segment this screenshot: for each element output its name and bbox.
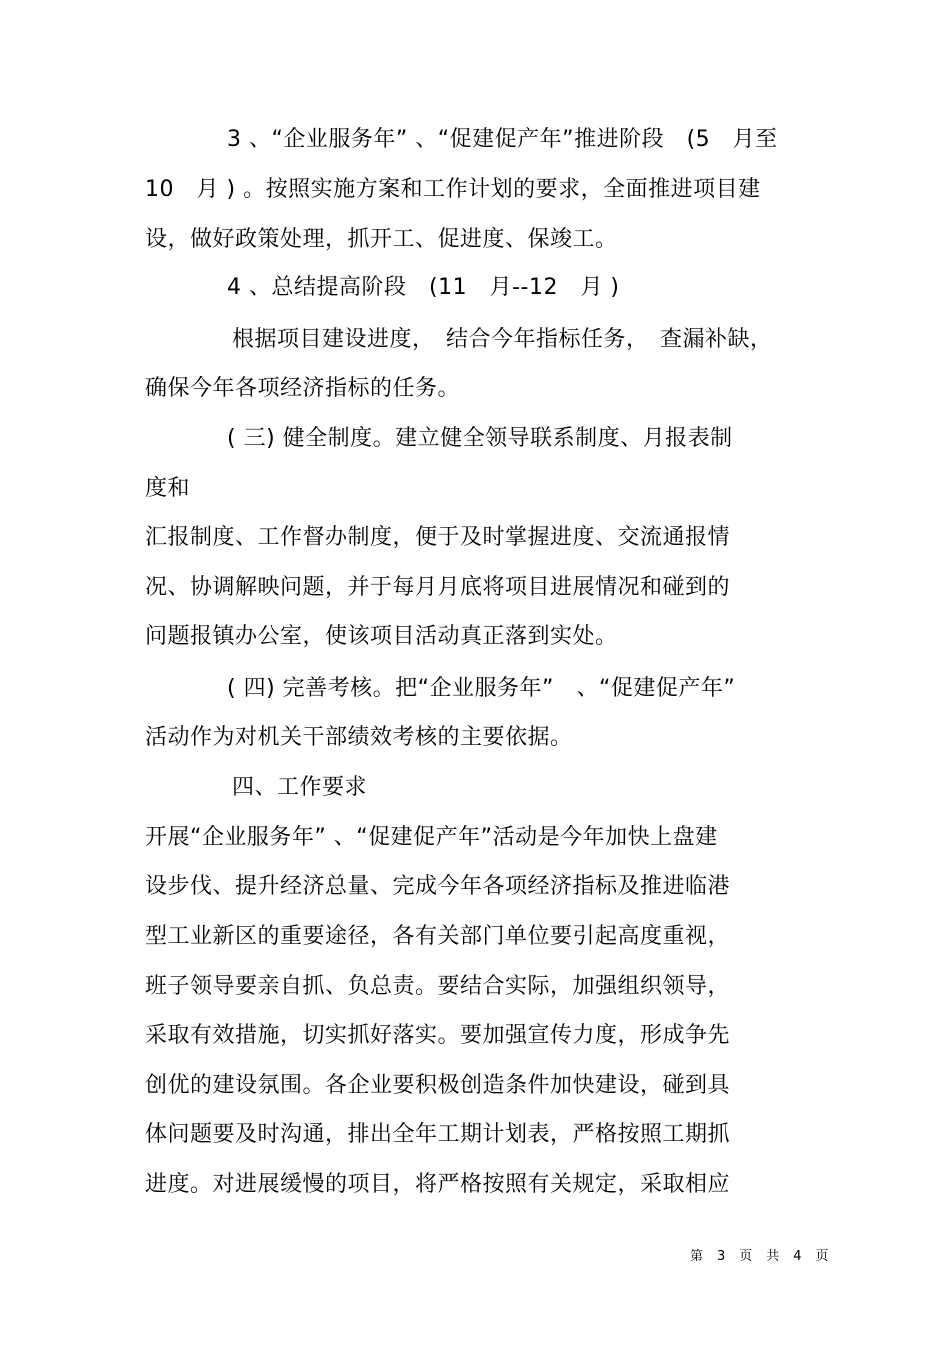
text-line: 型工业新区的重要途径，各有关部门单位要引起高度重视， <box>145 924 731 949</box>
text-line: 汇报制度、工作督办制度，便于及时掌握进度、交流通报情 <box>145 525 731 550</box>
text-line: 况、协调解映问题，并于每月月底将项目进展情况和碰到的 <box>145 575 731 600</box>
text-line: 根据项目建设进度， 结合今年指标任务， 查漏补缺， <box>232 327 773 352</box>
text-line: 度和 <box>145 476 191 501</box>
text-line: 4 、总结提高阶段 (11 月--12 月 ) <box>227 275 620 300</box>
page-number: 第 3 页 共 4 页 <box>690 1249 830 1264</box>
text-line: 班子领导要亲自抓、负总责。要结合实际，加强组织领导， <box>145 974 731 999</box>
text-line: 体问题要及时沟通，排出全年工期计划表，严格按照工期抓 <box>145 1122 731 1147</box>
text-line: 活动作为对机关干部绩效考核的主要依据。 <box>145 725 573 750</box>
text-line: 开展“企业服务年” 、“促建促产年”活动是今年加快上盘建 <box>145 825 718 850</box>
text-line: ( 三) 健全制度。建立健全领导联系制度、月报表制 <box>227 426 733 451</box>
text-line: 设，做好政策处理，抓开工、促进度、保竣工。 <box>145 227 618 252</box>
text-line: 创优的建设氛围。各企业要积极创造条件加快建设，碰到具 <box>145 1073 731 1098</box>
text-line: 10 月 ) 。按照实施方案和工作计划的要求，全面推进项目建 <box>145 177 761 202</box>
text-line: 问题报镇办公室，使该项目活动真正落到实处。 <box>145 624 618 649</box>
text-line: 进度。对进展缓慢的项目，将严格按照有关规定，采取相应 <box>145 1172 731 1197</box>
text-line: 采取有效措施，切实抓好落实。要加强宣传力度，形成争先 <box>145 1023 731 1048</box>
text-line: 确保今年各项经济指标的任务。 <box>145 376 461 401</box>
text-line: ( 四) 完善考核。把“企业服务年” 、“促建促产年” <box>227 676 736 701</box>
section-heading: 四、工作要求 <box>232 775 368 800</box>
text-line: 设步伐、提升经济总量、完成今年各项经济指标及推进临港 <box>145 874 731 899</box>
text-line: 3 、“企业服务年” 、“促建促产年”推进阶段 (5 月至 <box>227 127 778 152</box>
